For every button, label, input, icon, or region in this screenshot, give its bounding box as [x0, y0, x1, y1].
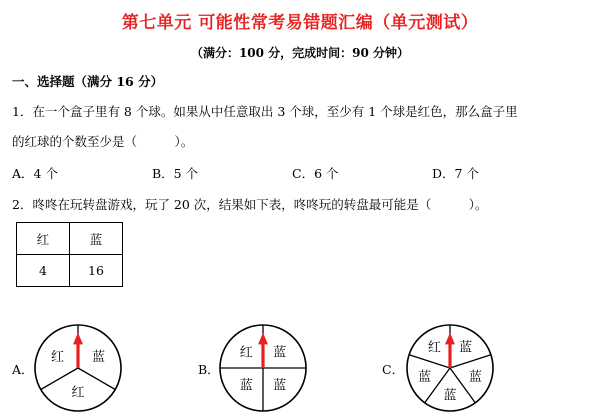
exam-info: （满分：100 分，完成时间：90 分钟） — [190, 46, 410, 60]
q1-option-c[interactable]: C．6 个 — [292, 166, 339, 181]
table-row — [17, 223, 123, 255]
sector-label: 蓝 — [273, 345, 287, 361]
question-1-line-1: 1．在一个盒子里有 8 个球。如果从中任意取出 3 个球，至少有 1 个球是红色，那么盒子里 — [12, 104, 518, 119]
results-table — [16, 222, 123, 287]
sector-label: 蓝 — [91, 350, 105, 366]
sector-label: 蓝 — [418, 370, 432, 386]
sector-label: 蓝 — [443, 388, 457, 404]
q2-option-a-label[interactable]: A． — [12, 362, 34, 377]
table-header-blue: 蓝 — [70, 223, 123, 255]
sector-label: 红 — [51, 350, 65, 366]
spinner-wheel-a[interactable] — [33, 323, 123, 413]
question-1-line-2: 的红球的个数至少是（ ）。 — [12, 134, 194, 149]
q2-option-c-label[interactable]: C． — [382, 362, 405, 377]
sector-label: 红 — [239, 345, 253, 361]
spinner-wheel-c[interactable] — [405, 323, 495, 413]
table-row — [17, 255, 123, 287]
spinner-wheel-b[interactable] — [218, 323, 308, 413]
sector-label: 蓝 — [459, 340, 473, 356]
table-value-red: 4 — [17, 255, 70, 287]
q2-option-b-label[interactable]: B． — [198, 362, 220, 377]
section-heading: 一、选择题（满分 16 分） — [12, 74, 164, 89]
question-2-text: 2．咚咚在玩转盘游戏，玩了 20 次，结果如下表，咚咚玩的转盘最可能是（ ）。 — [12, 197, 488, 212]
table-header-red: 红 — [17, 223, 70, 255]
sector-label: 红 — [427, 340, 441, 356]
sector-label: 红 — [71, 385, 85, 401]
sector-label: 蓝 — [273, 378, 287, 394]
q1-option-a[interactable]: A．4 个 — [12, 166, 58, 181]
page-title: 第七单元 可能性常考易错题汇编（单元测试） — [121, 13, 479, 33]
q1-option-d[interactable]: D．7 个 — [432, 166, 479, 181]
table-value-blue: 16 — [70, 255, 123, 287]
sector-label: 蓝 — [468, 370, 482, 386]
sector-label: 蓝 — [239, 378, 253, 394]
q1-option-b[interactable]: B．5 个 — [152, 166, 199, 181]
